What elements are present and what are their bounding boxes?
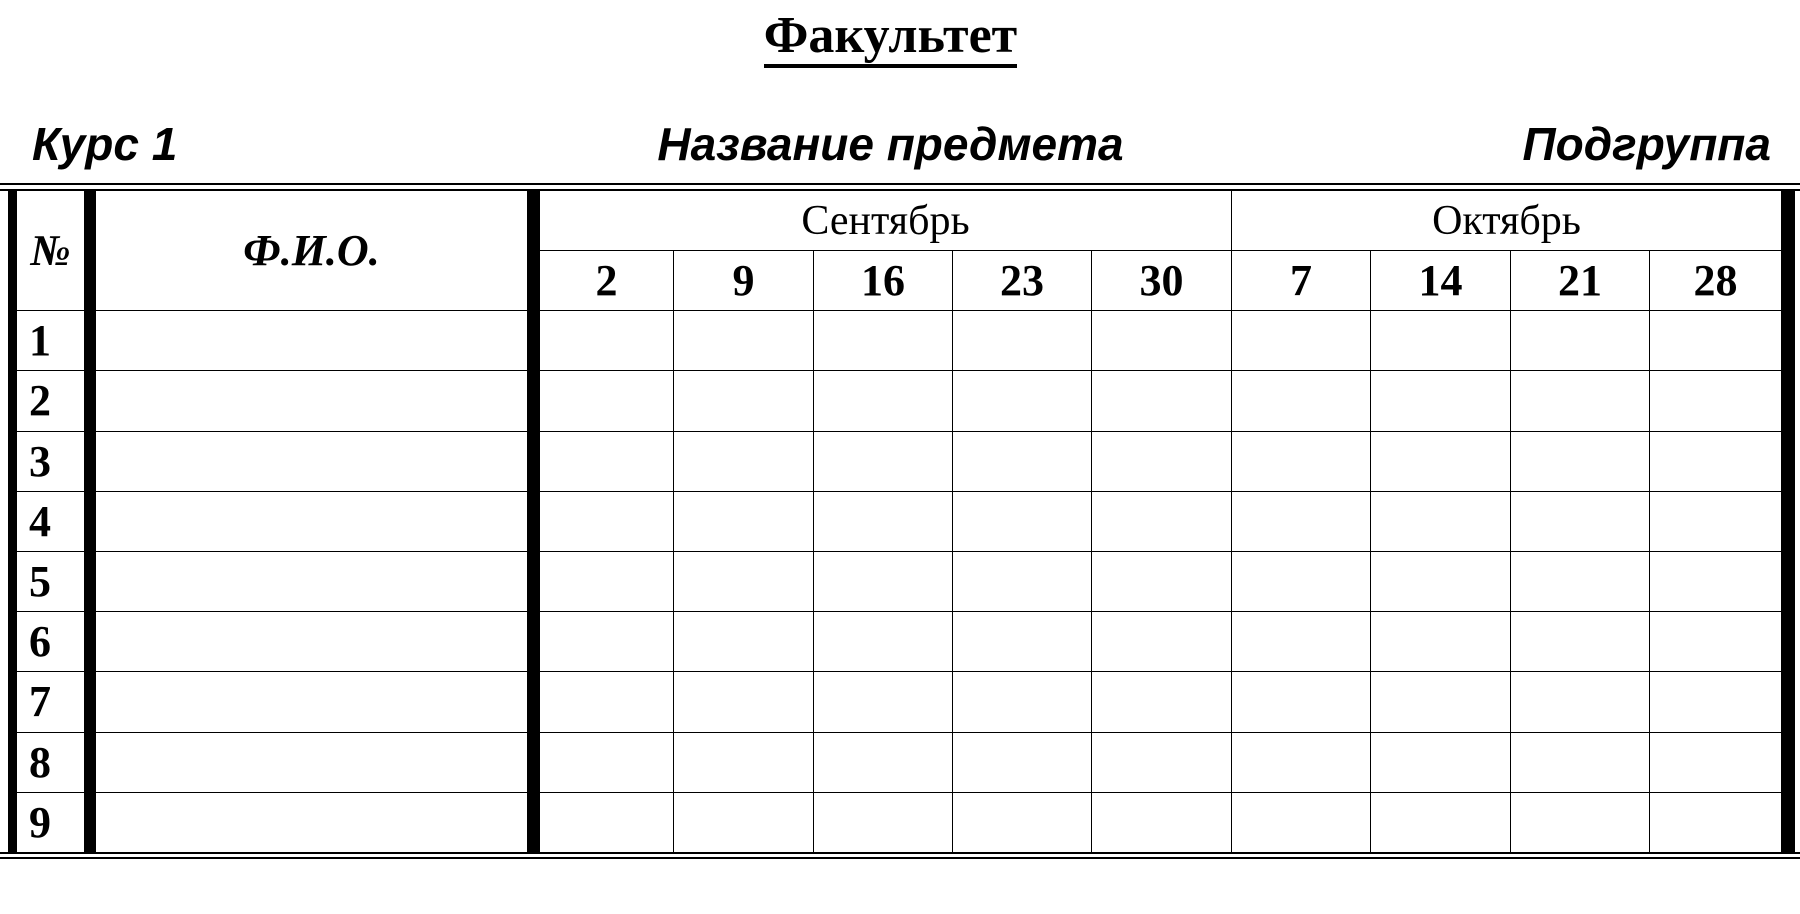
attendance-cell[interactable] [1091,551,1231,611]
month-header: Сентябрь [539,190,1231,250]
attendance-cell[interactable] [1091,671,1231,731]
attendance-cell[interactable] [1091,491,1231,551]
attendance-cell[interactable] [1649,491,1781,551]
attendance-cell[interactable] [1231,732,1370,792]
attendance-cell[interactable] [1510,431,1649,491]
attendance-cell[interactable] [1091,611,1231,671]
attendance-cell[interactable] [1091,431,1231,491]
attendance-cell[interactable] [539,732,673,792]
row-number: 6 [16,611,84,671]
attendance-cell[interactable] [539,370,673,430]
attendance-cell[interactable] [952,431,1091,491]
attendance-cell[interactable] [813,551,952,611]
attendance-cell[interactable] [673,732,813,792]
attendance-cell[interactable] [1370,310,1510,370]
right-thick-rule [1781,190,1795,852]
row-number: 3 [16,431,84,491]
name-cell[interactable] [95,431,527,491]
title-text: Факультет [764,7,1017,68]
day-header: 28 [1649,250,1781,310]
attendance-cell[interactable] [1091,792,1231,852]
attendance-cell[interactable] [539,431,673,491]
attendance-cell[interactable] [1510,611,1649,671]
attendance-cell[interactable] [1649,431,1781,491]
attendance-cell[interactable] [1370,792,1510,852]
attendance-cell[interactable] [1649,551,1781,611]
attendance-cell[interactable] [1231,370,1370,430]
row-number: 2 [16,370,84,430]
attendance-cell[interactable] [1370,370,1510,430]
attendance-cell[interactable] [813,671,952,731]
day-header: 2 [539,250,673,310]
attendance-cell[interactable] [673,671,813,731]
fio-column-header: Ф.И.О. [95,190,527,310]
attendance-cell[interactable] [539,611,673,671]
attendance-cell[interactable] [1231,671,1370,731]
day-header: 23 [952,250,1091,310]
attendance-cell[interactable] [539,491,673,551]
name-cell[interactable] [95,611,527,671]
attendance-table [8,190,1800,852]
attendance-cell[interactable] [952,792,1091,852]
course-label: Курс 1 [32,118,178,170]
attendance-cell[interactable] [1231,611,1370,671]
name-cell[interactable] [95,551,527,611]
attendance-cell[interactable] [1091,310,1231,370]
attendance-cell[interactable] [1091,370,1231,430]
attendance-cell[interactable] [673,370,813,430]
attendance-cell[interactable] [952,310,1091,370]
attendance-cell[interactable] [673,431,813,491]
attendance-cell[interactable] [1370,431,1510,491]
day-header: 21 [1510,250,1649,310]
attendance-cell[interactable] [539,792,673,852]
attendance-cell[interactable] [1510,491,1649,551]
attendance-cell[interactable] [1231,491,1370,551]
day-header: 7 [1231,250,1370,310]
attendance-cell[interactable] [673,551,813,611]
attendance-cell[interactable] [1370,551,1510,611]
num-column-header: № [16,190,84,310]
row-number: 8 [16,732,84,792]
bottom-border-inner [0,852,1800,854]
attendance-cell[interactable] [673,310,813,370]
attendance-cell[interactable] [813,431,952,491]
row-number: 4 [16,491,84,551]
attendance-cell[interactable] [673,792,813,852]
attendance-cell[interactable] [539,551,673,611]
attendance-cell[interactable] [1370,611,1510,671]
name-cell[interactable] [95,792,527,852]
row-number: 7 [16,671,84,731]
attendance-cell[interactable] [673,611,813,671]
attendance-cell[interactable] [539,671,673,731]
attendance-cell[interactable] [1510,310,1649,370]
row-number: 9 [16,792,84,852]
row-number: 5 [16,551,84,611]
attendance-cell[interactable] [952,732,1091,792]
left-thick-rule [8,190,16,852]
num-fio-thick-rule [84,190,95,852]
attendance-cell[interactable] [1231,551,1370,611]
day-header: 14 [1370,250,1510,310]
attendance-cell[interactable] [1370,732,1510,792]
attendance-cell[interactable] [1510,671,1649,731]
day-header: 30 [1091,250,1231,310]
subgroup-label: Подгруппа [1522,118,1771,170]
day-header: 16 [813,250,952,310]
attendance-cell[interactable] [1370,491,1510,551]
attendance-cell[interactable] [1091,732,1231,792]
month-header: Октябрь [1231,190,1781,250]
attendance-cell[interactable] [1510,732,1649,792]
attendance-cell[interactable] [1510,370,1649,430]
attendance-cell[interactable] [952,491,1091,551]
attendance-cell[interactable] [952,611,1091,671]
attendance-cell[interactable] [813,310,952,370]
attendance-cell[interactable] [952,370,1091,430]
subject-label: Название предмета [657,118,1124,170]
day-header: 9 [673,250,813,310]
attendance-cell[interactable] [1649,792,1781,852]
attendance-cell[interactable] [1649,671,1781,731]
attendance-cell[interactable] [1649,611,1781,671]
attendance-cell[interactable] [1231,431,1370,491]
attendance-cell[interactable] [539,310,673,370]
name-cell[interactable] [95,370,527,430]
attendance-cell[interactable] [813,732,952,792]
attendance-cell[interactable] [1231,792,1370,852]
attendance-cell[interactable] [1649,732,1781,792]
top-border-outer [0,183,1800,185]
attendance-cell[interactable] [1510,551,1649,611]
page-title [0,4,1781,68]
bottom-border-outer [0,857,1800,859]
attendance-cell[interactable] [1231,310,1370,370]
attendance-cell[interactable] [813,370,952,430]
name-cell[interactable] [95,491,527,551]
name-cell[interactable] [95,671,527,731]
attendance-cell[interactable] [1649,310,1781,370]
fio-dates-thick-rule [527,190,539,852]
attendance-cell[interactable] [952,671,1091,731]
attendance-cell[interactable] [673,491,813,551]
row-number: 1 [16,310,84,370]
attendance-cell[interactable] [1649,370,1781,430]
attendance-cell[interactable] [1510,792,1649,852]
name-cell[interactable] [95,310,527,370]
attendance-cell[interactable] [952,551,1091,611]
attendance-cell[interactable] [813,491,952,551]
attendance-cell[interactable] [1370,671,1510,731]
attendance-cell[interactable] [813,611,952,671]
attendance-cell[interactable] [813,792,952,852]
name-cell[interactable] [95,732,527,792]
